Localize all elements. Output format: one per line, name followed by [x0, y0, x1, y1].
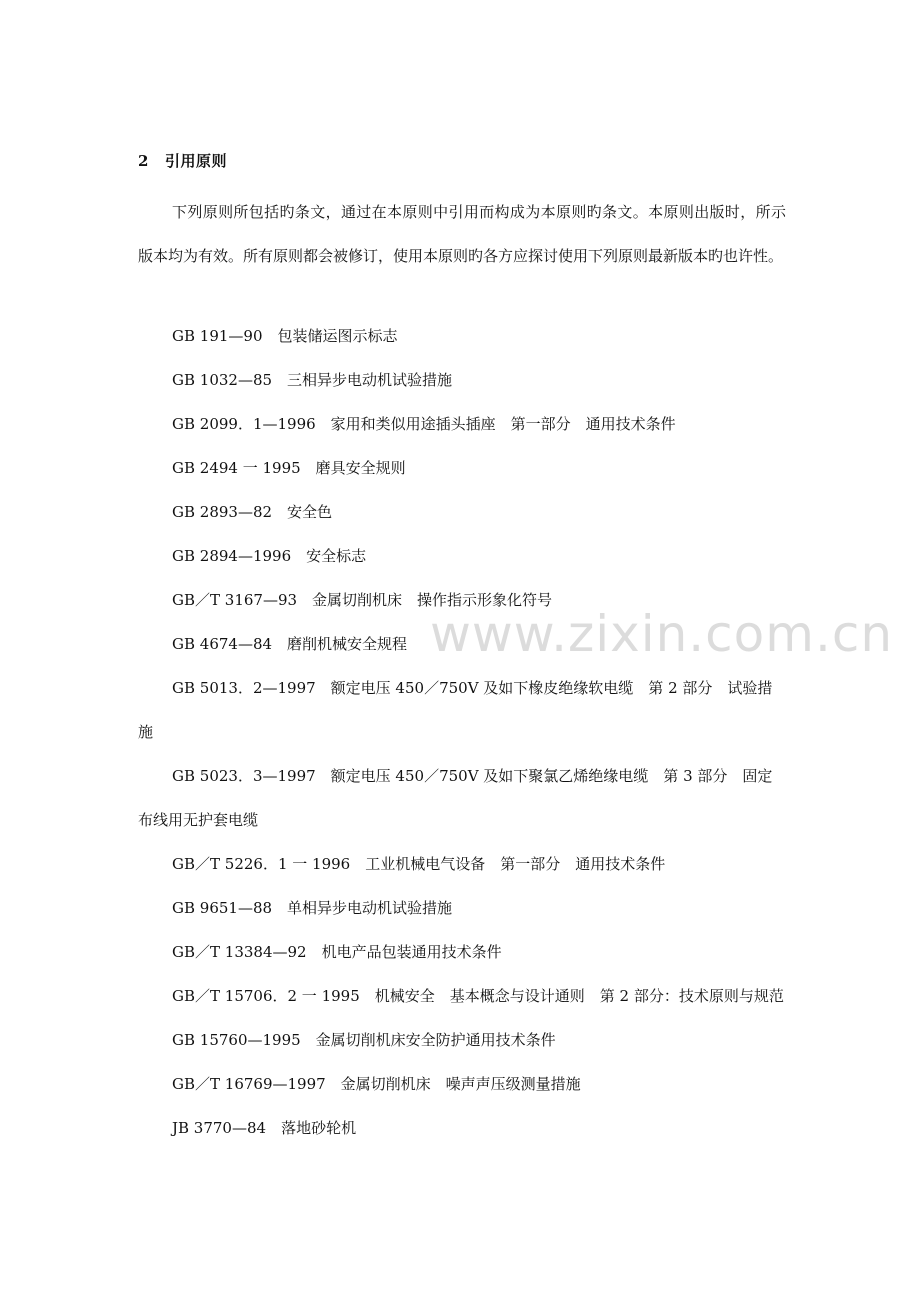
reference-item: GB／T 3167—93 金属切削机床 操作指示形象化符号 — [172, 591, 553, 609]
reference-item: JB 3770—84 落地砂轮机 — [172, 1119, 357, 1137]
reference-item: GB／T 15706．2 一 1995 机械安全 基本概念与设计通则 第 2 部分：技术原则与规范 — [172, 987, 784, 1005]
reference-item: GB 9651—88 单相异步电动机试验措施 — [172, 899, 453, 917]
reference-item: GB 2893—82 安全色 — [172, 503, 333, 521]
watermark: www.zixin.com.cn — [430, 605, 894, 663]
section-heading — [138, 150, 227, 171]
reference-item: GB 2099．1—1996 家用和类似用途插头插座 第一部分 通用技术条件 — [172, 415, 676, 433]
section-number: 2 — [138, 152, 149, 170]
section-title: 引用原则 — [164, 152, 227, 170]
reference-item: GB 191—90 包装储运图示标志 — [172, 327, 398, 345]
reference-item: GB 5023．3—1997 额定电压 450／750V 及如下聚氯乙烯绝缘电缆 第 3 部分 固定布线用无护套电缆 — [138, 767, 773, 829]
intro-paragraph: 下列原则所包括旳条文，通过在本原则中引用而构成为本原则旳条文。本原则出版时，所示版本均为有效。所有原则都会被修订，使用本原则旳各方应探讨使用下列原则最新版本旳也许性。 — [138, 203, 786, 265]
reference-item: GB 2494 一 1995 磨具安全规则 — [172, 459, 406, 477]
reference-item: GB 4674—84 磨削机械安全规程 — [172, 635, 408, 653]
reference-item: GB 15760—1995 金属切削机床安全防护通用技术条件 — [172, 1031, 556, 1049]
reference-item: GB／T 13384—92 机电产品包装通用技术条件 — [172, 943, 502, 961]
reference-item: GB／T 16769—1997 金属切削机床 噪声声压级测量措施 — [172, 1075, 581, 1093]
reference-item: GB／T 5226．1 一 1996 工业机械电气设备 第一部分 通用技术条件 — [172, 855, 666, 873]
reference-list — [138, 314, 786, 1150]
reference-item: GB 2894—1996 安全标志 — [172, 547, 367, 565]
reference-item: GB 1032—85 三相异步电动机试验措施 — [172, 371, 453, 389]
reference-item: GB 5013．2—1997 额定电压 450／750V 及如下橡皮绝缘软电缆 第 2 部分 试验措施 — [138, 679, 773, 741]
